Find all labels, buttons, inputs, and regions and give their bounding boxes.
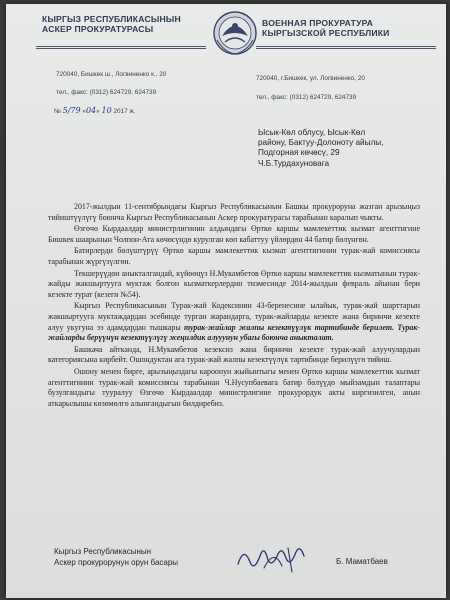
body-paragraph-1: 2017-жылдын 11-сентябрындагы Кыргыз Республикасынын Башкы прокуроруна жазган арызыңыз тийиштүүлүгү боюнча Кыргыз Республикасынын Аскер прокуратурасы тарабынан каралып чыкты. [48,202,420,222]
header-divider-left [36,46,206,47]
addressee-line1: Ысык-Көл облусу, Ысык-Көл [258,128,366,137]
reference-prefix: № [54,108,61,115]
state-emblem-icon [212,8,258,58]
header-left-line1: КЫРГЫЗ РЕСПУБЛИКАСЫНЫН [42,14,181,24]
header-right-line1: ВОЕННАЯ ПРОКУРАТУРА [262,18,374,28]
addressee-line2: району, Бактуу-Долоноту айылы, [258,138,384,148]
reference-line: № 5/79 «04» 10 2017 ж. [54,106,136,115]
signatory-title-line1: Кыргыз Республикасынын [54,547,152,556]
body-paragraph-5-text: Кыргыз Республикасынын Турак-жай Кодексинин 43-беренесине ылайык, турак-жай шарттарын жакшыртууга муктаждардан эсебинде турган жарандарга, турак-жайларды кезекте жана биринчи кезекте алуу укугуна ээ адамдардан тышкары [48,301,420,332]
signatory-name: Б. Маматбаев [336,557,388,566]
left-address: 720040, Бишкек ш., Логвиненко к., 20 [56,71,167,78]
reference-day: 04 [85,106,97,115]
reference-number: 5/79 [62,106,81,115]
header-divider-left-thin [36,48,206,49]
header-left-line2: АСКЕР ПРОКУРАТУРАСЫ [42,24,154,34]
left-phone: тел., факс: (0312) 624729, 624739 [56,89,157,96]
signatory-title [54,547,178,568]
reference-year: 2017 ж. [113,108,136,115]
addressee-line4: Ч.Б.Турдахуновага [258,158,330,168]
right-phone: тел., факс: (0312) 624729, 624739 [256,94,357,101]
letter-sheet [6,4,446,598]
header-right-line2: КЫРГЫЗСКОЙ РЕСПУБЛИКИ [262,28,390,38]
body-paragraph-5-emphasis: турак-жайлар жалпы кезектүүлүк тартибинде берилет. Турак-жайларды берүүнүн кезектүүлүгү жеңилдик алууунун убагы боюнча аныкталат. [48,322,420,343]
addressee-block [258,128,438,169]
header-right [262,18,432,38]
signatory-title-line2: Аскер прокурорунун орун басары [54,557,179,567]
body-paragraph-6: Башкача айтканда, Н.Мукамбетов кезексиз жана биринчи кезекте турак-жай алуучулардын категориясына кирбейт. Ошондуктан ага турак-жай жалпы кезектүүлүк тартибинде берилүүгө тийиш. [48,344,420,365]
right-address: 720040, г.Бишкек, ул. Логвиненко, 20 [256,75,365,82]
letter-body [48,202,420,410]
header-left [42,14,212,34]
reference-month: 10 [101,106,112,115]
addressee-line3: Подгорная көчөсү, 29 [258,148,340,158]
header-divider-right-thin [256,48,436,49]
body-paragraph-4: Текшерүүдөн аныкталгандай, күйөөңүз Н.Мукамбетов Өрткө каршы мамлекеттик кызматынын турак-жайды жакшыртууга муктаж болгон кызматкерлердин тизмесинде 2014-жылдын февраль айынан бери кезекте турат (кезеги №54). [48,268,420,299]
body-paragraph-2: Өзгөчө Кырдаалдар министрлигинин алдындагы Өрткө каршы мамлекеттик кызмат агенттигине Бишкек шаарынын Чолпон-Ата көчөсүндө курулган көп кабаттуу үйлөрдөн 44 батир бөлүнгөн. [48,224,420,244]
header-divider-right [256,46,436,47]
handwritten-signature [234,538,314,578]
body-paragraph-7: Ошону менен бирге, арызыңыздагы кароонун жыйынтыгы менен Өрткө каршы мамлекеттик кызмат агенттигинин турак-жай комиссиясы тарабынан Ч.Нусупбаевага батир бөлүүдө мыйзамдын талаптары бузулгандыгы тууралуу Өзгөчө Кырдаалдар министрлигине прокурордук акты киргизилген, анын аткарылышы көзөмөлгө алынгандыгын билдиребиз. [48,366,420,408]
body-paragraph-5 [48,301,420,343]
body-paragraph-3: Батирлерди бөлүштүрүү Өрткө каршы мамлекеттик кызмат агенттигинин турак-жай комиссиясы тарабынан жүргүзүлгөн. [48,246,420,266]
